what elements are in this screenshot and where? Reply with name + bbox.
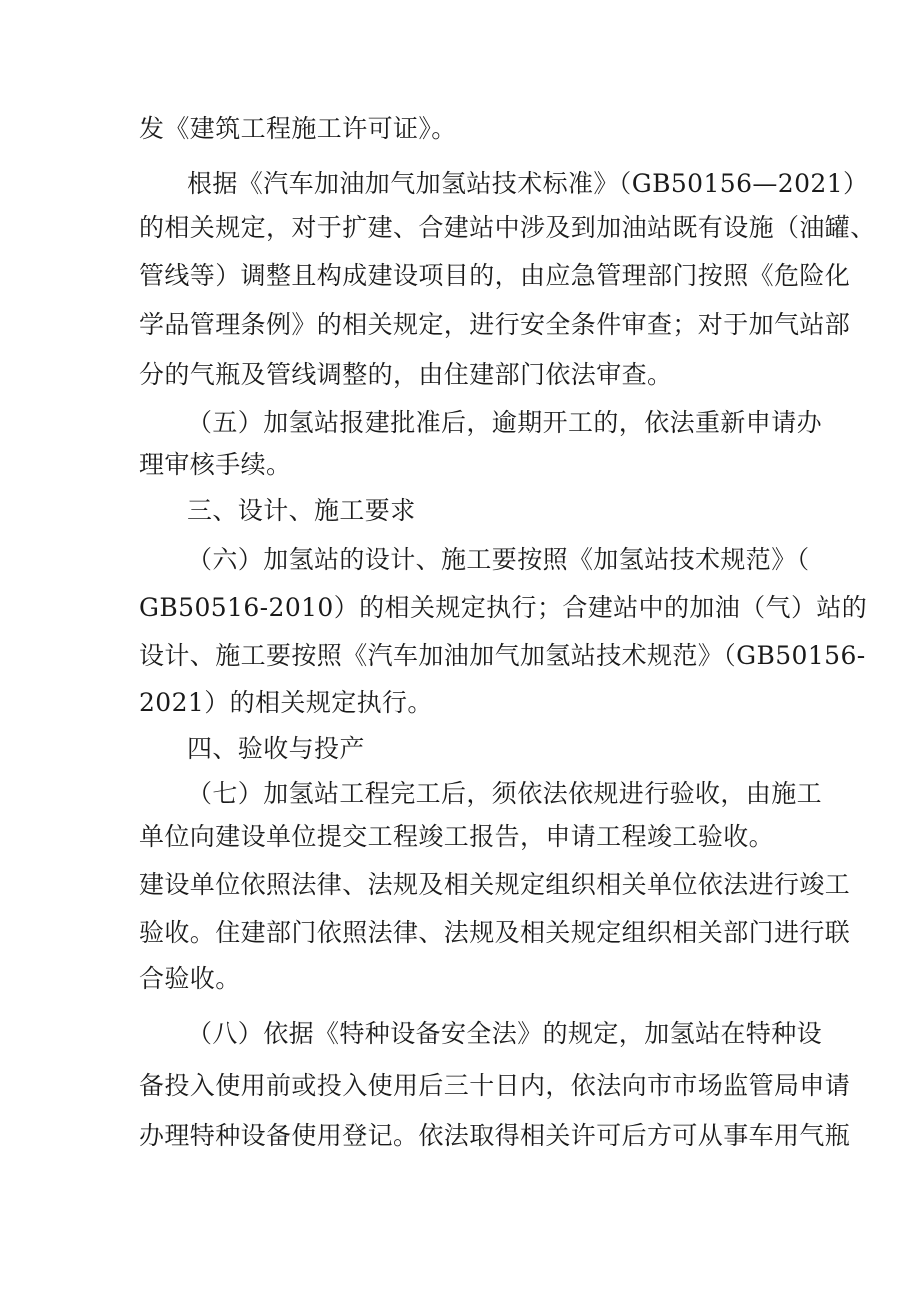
text-line: 建设单位依照法律、法规及相关规定组织相关单位依法进行竣工 (139, 870, 851, 899)
text-line: 的相关规定，对于扩建、合建站中涉及到加油站既有设施（油罐、 (139, 213, 876, 242)
text-line: GB50516-2010）的相关规定执行；合建站中的加油（气）站的 (139, 593, 868, 622)
text-line: 2021）的相关规定执行。 (139, 688, 433, 717)
text-line: 学品管理条例》的相关规定，进行安全条件审查；对于加气站部 (139, 310, 851, 339)
text-line: 设计、施工要按照《汽车加油加气加氢站技术规范》（GB50156- (139, 641, 866, 670)
text-line: 合验收。 (139, 964, 241, 993)
text-line: 备投入使用前或投入使用后三十日内，依法向市市场监管局申请 (139, 1071, 851, 1100)
text-line: 理审核手续。 (139, 450, 292, 479)
text-line: 分的气瓶及管线调整的，由住建部门依法审查。 (139, 360, 673, 389)
text-line: 办理特种设备使用登记。依法取得相关许可后方可从事车用气瓶 (139, 1121, 851, 1150)
text-line: （五）加氢站报建批准后，逾期开工的，依法重新申请办 (187, 408, 823, 437)
text-line: 根据《汽车加油加气加氢站技术标准》（GB50156—2021） (187, 169, 869, 198)
text-line: 管线等）调整且构成建设项目的，由应急管理部门按照《危险化 (139, 261, 851, 290)
text-line: （八）依据《特种设备安全法》的规定，加氢站在特种设 (187, 1019, 823, 1048)
text-line: 发《建筑工程施工许可证》。 (139, 114, 457, 143)
text-line: （七）加氢站工程完工后，须依法依规进行验收，由施工 (187, 779, 823, 808)
section-heading: 四、验收与投产 (187, 734, 365, 763)
text-line: （六）加氢站的设计、施工要按照《加氢站技术规范》（ (187, 545, 810, 574)
text-line: 验收。住建部门依照法律、法规及相关规定组织相关部门进行联 (139, 918, 851, 947)
section-heading: 三、设计、施工要求 (187, 496, 416, 525)
text-line: 单位向建设单位提交工程竣工报告，申请工程竣工验收。 (139, 822, 775, 851)
